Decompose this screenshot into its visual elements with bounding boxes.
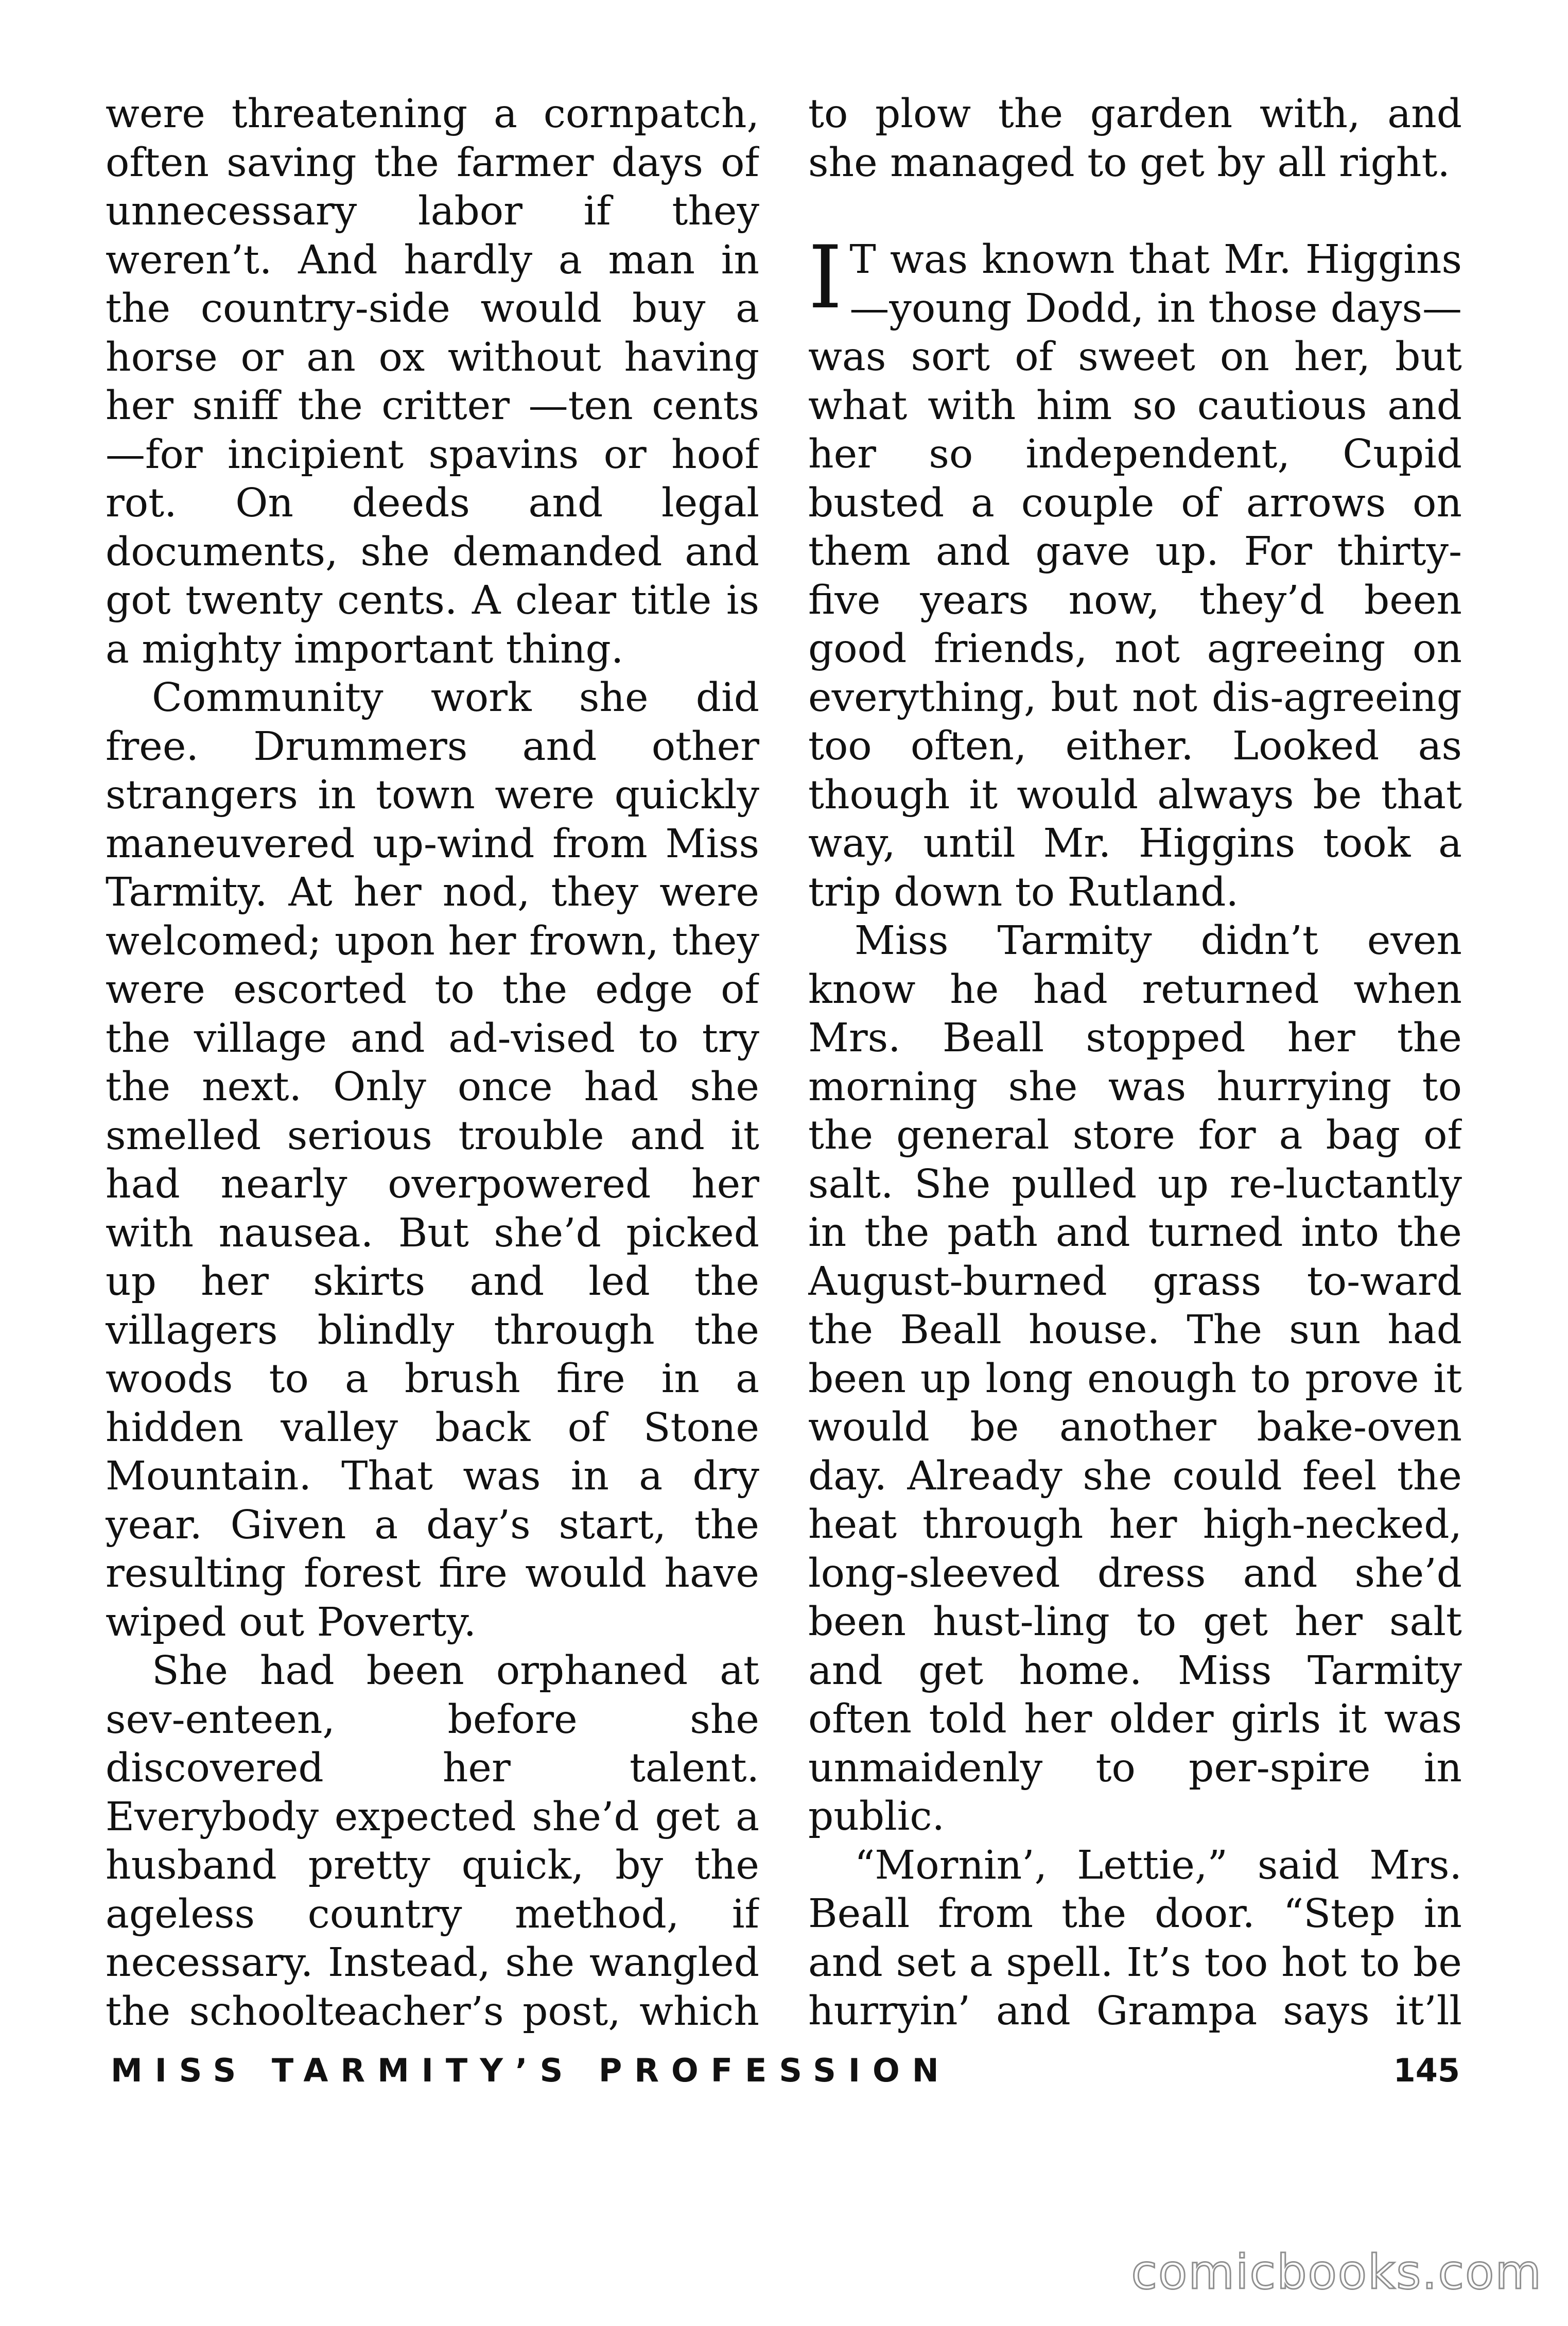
paragraph: Miss Tarmity didn’t even know he had returned when Mrs. Beall stopped her the morning she was hurrying to the general store for a bag of salt. She pulled up re-luctantly in the path and turned into the August-burned grass to-ward the Beall house. The sun had been up long enough to prove it would be another bake-oven day. Already she could feel the heat through her high-necked, long-sleeved dress and she’d been hust-ling to get her salt and get home. Miss Tarmity often told her older girls it was unmaidenly to per-spire in public.: [808, 918, 1462, 1839]
paragraph-text: T was known that Mr. Higgins —young Dodd, in those days— was sort of sweet on her, but what with him so cautious and her so independent, Cupid busted a couple of arrows on them and gave up. For thirty-five years now, they’d been good friends, not agreeing on everything, but not dis-agreeing too often, either. Looked as though it would always be that way, until Mr. Higgins took a trip down to Rutland.: [808, 237, 1462, 915]
page-number: 145: [1393, 2052, 1460, 2089]
right-text-column: [808, 90, 1462, 2036]
section-start-paragraph: [808, 227, 1462, 917]
left-text-column: [106, 90, 759, 2036]
running-footer-title: MISS TARMITY’S PROFESSION: [111, 2052, 951, 2089]
watermark: comicbooks.com: [1131, 2245, 1542, 2300]
paragraph: Community work she did free. Drummers and other strangers in town were quickly maneuvered up-wind from Miss Tarmity. At her nod, they were welcomed; upon her frown, they were escorted to the edge of the village and ad-vised to try the next. Only once had she smelled serious trouble and it had nearly overpowered her with nausea. But she’d picked up her skirts and led the villagers blindly through the woods to a brush fire in a hidden valley back of Stone Mountain. That was in a dry year. Given a day’s start, the resulting forest fire would have wiped out Poverty.: [106, 675, 759, 1645]
paragraph: She had been orphaned at sev-enteen, before she discovered her talent. Everybody expected she’d get a husband pretty quick, by the ageless country method, if necessary. Instead, she wangled the schoolteacher’s post, which: [106, 1648, 759, 2035]
paragraph: to plow the garden with, and she managed to get by all right.: [808, 91, 1462, 186]
paragraph: “Mornin’, Lettie,” said Mrs. Beall from the door. “Step in and set a spell. It’s too hot to be hurryin’ and Grampa says it’ll: [808, 1842, 1462, 2034]
drop-cap: I: [808, 227, 843, 328]
paragraph: were threatening a cornpatch, often saving the farmer days of unnecessary labor if they weren’t. And hardly a man in the country-side would buy a horse or an ox without having her sniff the critter —ten cents—for incipient spavins or hoof rot. On deeds and legal documents, she demanded and got twenty cents. A clear title is a mighty important thing.: [106, 91, 759, 672]
